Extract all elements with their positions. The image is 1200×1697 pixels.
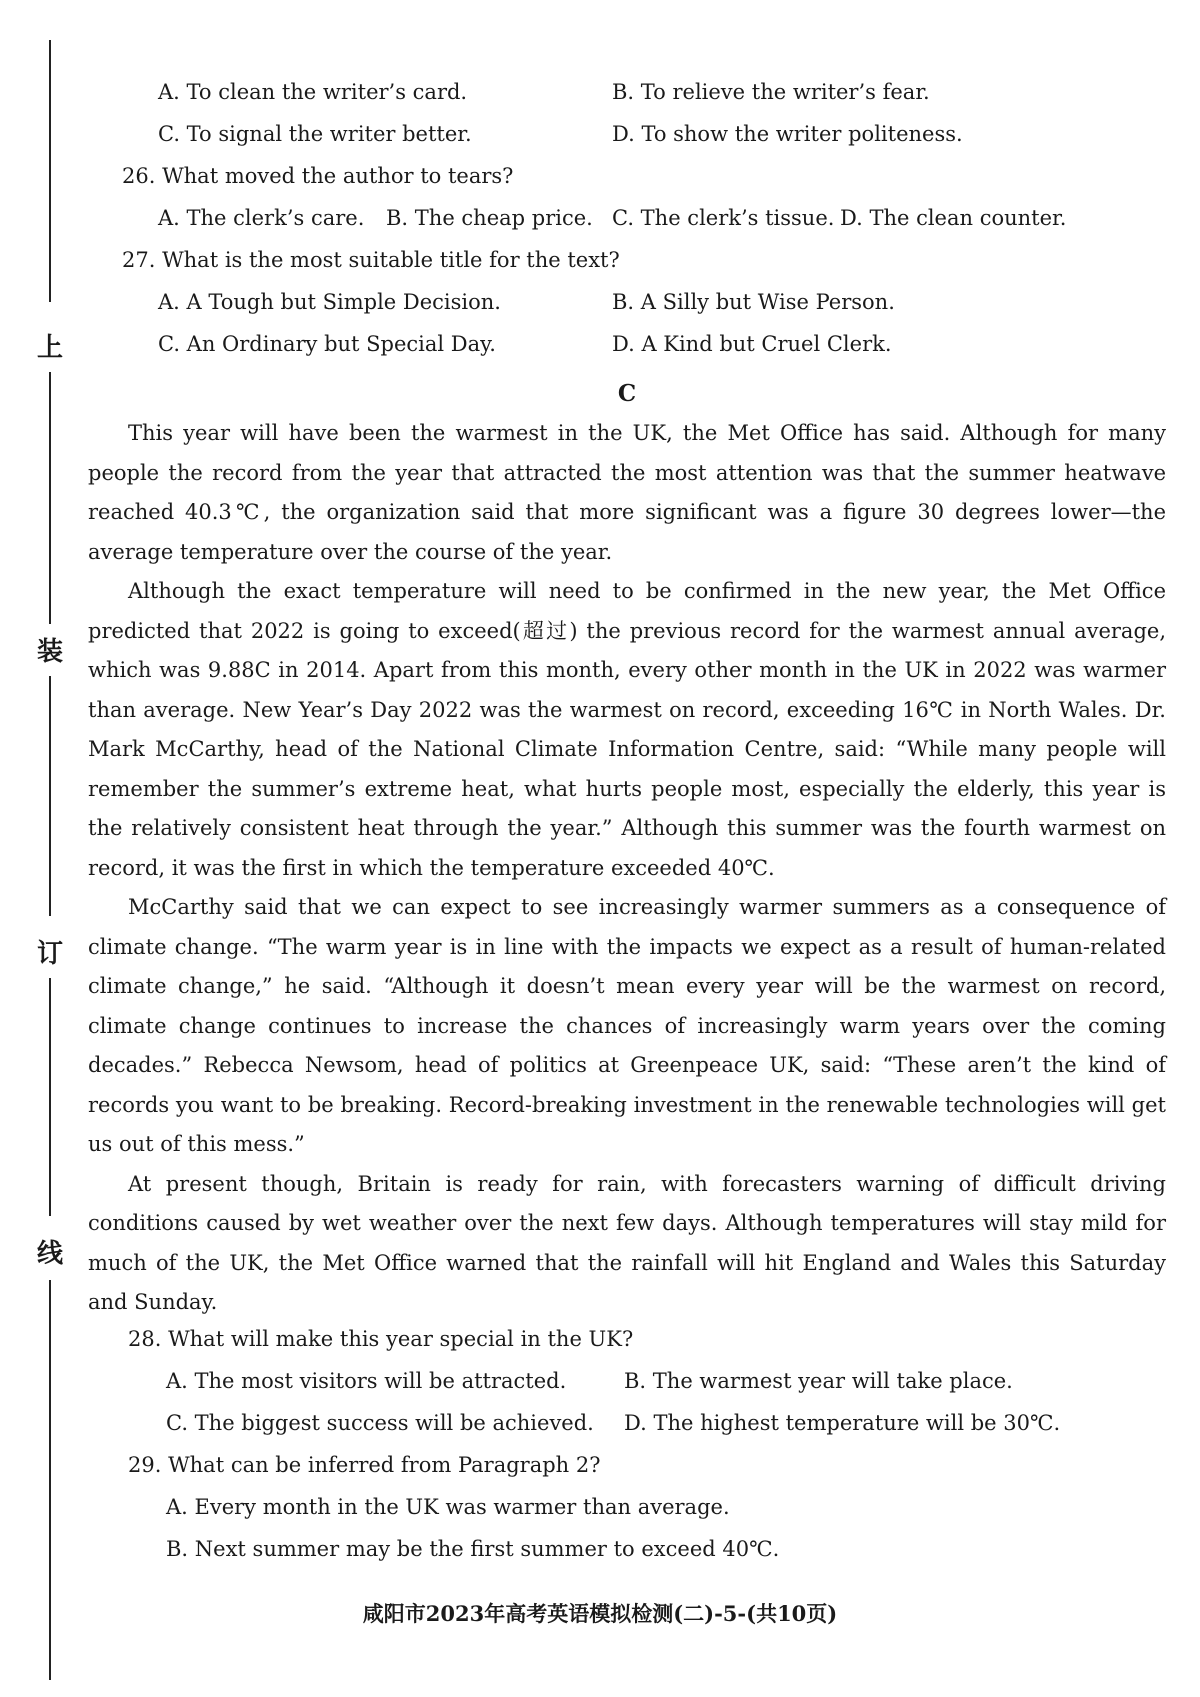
q29-option-b: B. Next summer may be the first summer to exceed 40℃. [166,1536,780,1561]
q27-option-b: B. A Silly but Wise Person. [612,290,895,314]
q25-options-row-1 [88,80,1166,122]
binding-line-segment [49,40,51,302]
passage-paragraph-3: McCarthy said that we can expect to see increasingly warmer summers as a consequence of climate change. “The warm year is in line with the impacts we expect as a result of human-related climate change,” he said. “Although it doesn’t mean every year will be the warmest on record, climate change continues to increase the chances of increasingly warm years over the coming decades.” Rebecca Newsom, head of politics at Greenpeace UK, said: “These aren’t the kind of records you want to be breaking. Record-breaking investment in the renewable technologies will get us out of this mess.” [88,895,1166,1156]
binding-char-xian: 线 [34,1238,66,1270]
binding-line-segment [49,676,51,916]
q26-option-d: D. The clean counter. [840,206,1067,230]
q28-option-a: A. The most visitors will be attracted. [166,1368,567,1393]
q26-options-row [88,206,1166,248]
q28-options-row-1 [88,1369,1166,1411]
q26-option-c: C. The clerk’s tissue. [612,206,835,230]
binding-margin [30,40,70,1680]
q26-option-b: B. The cheap price. [386,206,593,230]
q26-option-a: A. The clerk’s care. [158,206,365,230]
q25-options-row-2 [88,122,1166,164]
q27-option-d: D. A Kind but Cruel Clerk. [612,332,892,356]
q27-option-a: A. A Tough but Simple Decision. [158,290,501,314]
q27-stem: 27. What is the most suitable title for the text? [122,248,620,272]
q25-option-c: C. To signal the writer better. [158,122,472,146]
q27-options-row-2 [88,332,1166,374]
q29-option-a: A. Every month in the UK was warmer than average. [166,1494,730,1519]
q28-options-row-2 [88,1411,1166,1453]
q27-options-row-1 [88,290,1166,332]
q26-stem: 26. What moved the author to tears? [122,164,514,188]
binding-char-ding: 订 [34,938,66,970]
q28-stem: 28. What will make this year special in the UK? [128,1326,634,1351]
q28-option-c: C. The biggest success will be achieved. [166,1410,594,1435]
binding-line-segment [49,978,51,1216]
binding-char-zhuang: 装 [34,636,66,668]
q25-option-d: D. To show the writer politeness. [612,122,963,146]
q28-option-d: D. The highest temperature will be 30℃. [624,1410,1061,1435]
exam-content [88,80,1166,1579]
q29-stem: 29. What can be inferred from Paragraph 2? [128,1452,601,1477]
binding-char-shang: 上 [34,332,66,364]
q25-option-a: A. To clean the writer’s card. [158,80,468,104]
q25-option-b: B. To relieve the writer’s fear. [612,80,930,104]
section-title-c: C [617,380,637,407]
passage-paragraph-2: Although the exact temperature will need to be confirmed in the new year, the Met Office predicted that 2022 is going to exceed(超过) the previous record for the warmest annual average, which was 9.88C in 2014. Apart from this month, every other month in the UK in 2022 was warmer than average. New Year’s Day 2022 was the warmest on record, exceeding 16℃ in North Wales. Dr. Mark McCarthy, head of the National Climate Information Centre, said: “While many people will remember the summer’s extreme heat, what hurts people most, especially the elderly, this year is the relatively consistent heat through the year.” Although this summer was the fourth warmest on record, it was the first in which the temperature exceeded 40℃. [88,579,1166,880]
passage-paragraph-4: At present though, Britain is ready for rain, with forecasters warning of difficult driving conditions caused by wet weather over the next few days. Although temperatures will stay mild for much of the UK, the Met Office warned that the rainfall will hit England and Wales this Saturday and Sunday. [88,1171,1166,1314]
binding-line-segment [49,372,51,624]
passage-paragraph-1: This year will have been the warmest in the UK, the Met Office has said. Although for many people the record from the year that attracted the most attention was that the summer heatwave reached 40.3℃, the organization said that more significant was a figure 30 degrees lower—the average temperature over the course of the year. [88,421,1166,564]
page-footer: 咸阳市2023年高考英语模拟检测(二)-5-(共10页) [362,1601,838,1626]
q28-option-b: B. The warmest year will take place. [624,1368,1013,1393]
q27-option-c: C. An Ordinary but Special Day. [158,332,496,356]
